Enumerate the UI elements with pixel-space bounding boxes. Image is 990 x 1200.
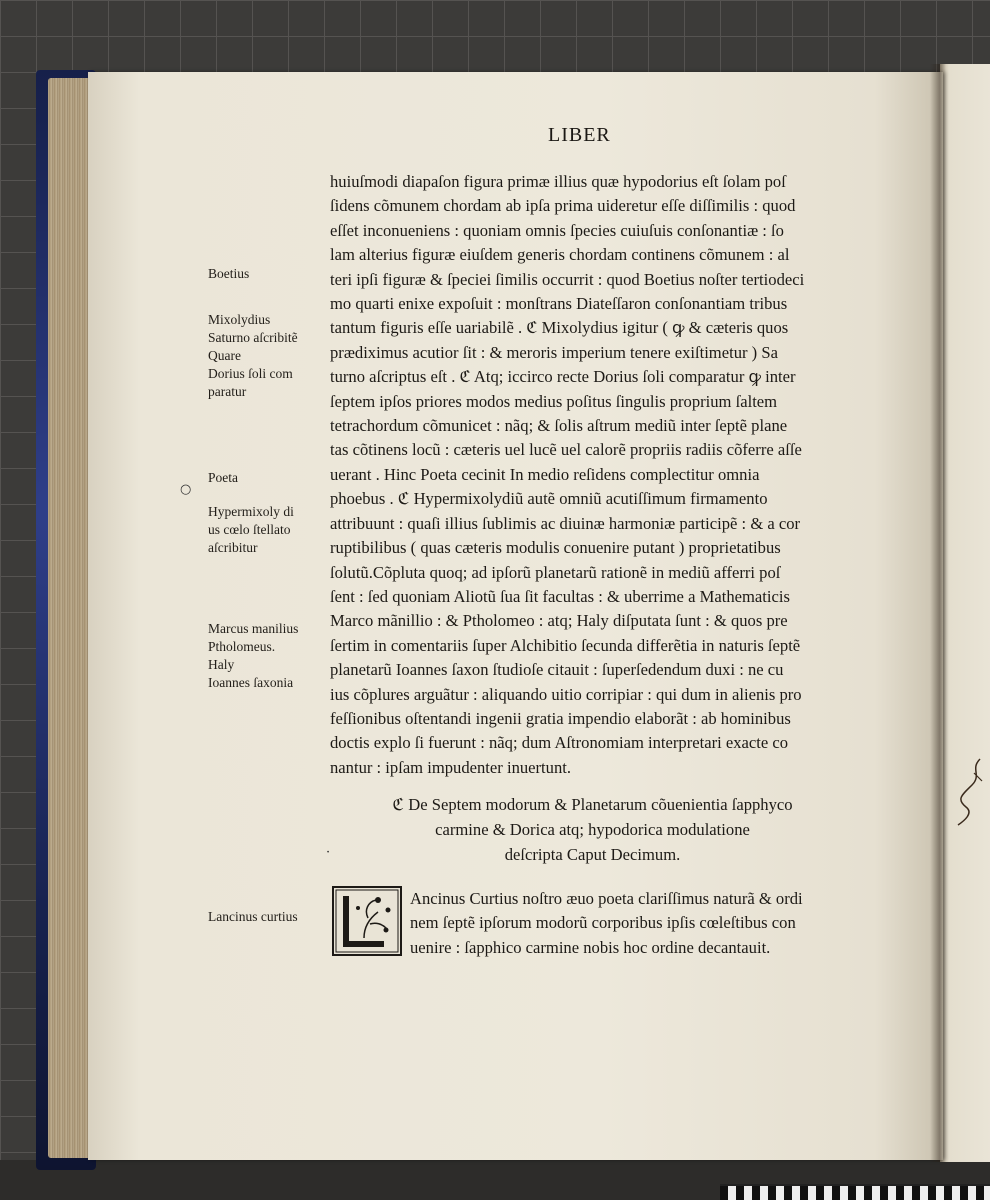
margin-note-line: Mixolydius (208, 312, 271, 327)
text-line: feſſionibus oſtentandi ingenii gratia impendio elaborãt : ab hominibus (330, 708, 791, 728)
text-line: planetarũ Ioannes ſaxon ſtudioſe citauit : ſuperſedendum duxi : ne cu (330, 660, 784, 680)
text-line: ſent : ſed quoniam Aliotũ ſua ſit facultas : & uberrime a Mathematicis (330, 586, 790, 606)
margin-note-line: paratur (208, 384, 247, 399)
text-line: Marco mãnillio : & Ptholomeo : atq; Haly diſputata ſunt : & quos pre (330, 611, 788, 631)
margin-note-line: Ioannes ſaxonia (208, 675, 294, 690)
text-line: lam alterius figuræ eiuſdem generis chordam continens cõmunem : al (330, 245, 790, 265)
margin-note-line: Marcus manilius (208, 621, 299, 636)
text-line: ſeptem ipſos priores modos medius poſitus ſingulis proprium ſaltem (330, 391, 778, 411)
margin-note-line: Poeta (208, 470, 238, 485)
text-line: huiuſmodi diapaſon figura primæ illius quæ hypodorius eſt ſolam poſ (330, 172, 786, 191)
text-line: attribuunt : quaſi illius ſublimis ac diuinæ harmoniæ participẽ : & a cor (330, 513, 801, 533)
text-line: prædiximus acutior ſit : & meroris imperium tenere exiſtimetur ) Sa (330, 342, 778, 362)
handwritten-annotation-icon (952, 755, 988, 835)
text-line: ruptibilibus ( quas cæteris modulis conuenire putant ) proprietatibus (330, 538, 781, 558)
margin-note-line: us cœlo ſtellato (208, 522, 291, 537)
text-line: phoebus . ℭ Hypermixolydiũ autẽ omniũ acutiſſimum firmamento (330, 489, 768, 509)
margin-dot: ○ (180, 482, 192, 497)
margin-note-line: Haly (208, 657, 235, 672)
main-text-block (330, 170, 855, 780)
text-line: tantum figuris eſſe uariabilẽ . ℭ Mixolydius igitur ( ꝙ & cæteris quos (330, 318, 789, 338)
margin-note-mixolydius (208, 311, 298, 401)
text-line: tetrachordum cõmunicet : nãq; & ſolis aſtrum mediũ inter ſeptẽ plane (330, 416, 788, 436)
margin-note-line: aſcribitur (208, 540, 258, 555)
facing-page (940, 64, 990, 1162)
heading-line: deſcripta Caput Decimum. (504, 845, 681, 864)
text-line: doctis explo ſi fuerunt : nãq; dum Aſtronomiam interpretari exacte co (330, 733, 789, 753)
margin-note-lancinus (208, 908, 298, 926)
text-line: ſertim in comentariis ſuper Alchibitio ſecunda differẽtia in naturis ſeptẽ (330, 635, 801, 655)
text-line: nantur : ipſam impudenter inuertunt. (330, 757, 572, 777)
margin-note-line: Quare (208, 348, 241, 363)
margin-note-line: Hypermixoly di (208, 504, 294, 519)
margin-note-line: Ptholomeus. (208, 639, 276, 654)
margin-note-line: Lancinus curtius (208, 909, 298, 924)
initial-paragraph (410, 887, 860, 960)
margin-note-sources (208, 620, 298, 692)
margin-note-boetius (208, 265, 249, 283)
text-line: nem ſeptẽ ipſorum modorũ corporibus ipſis cœleſtibus con (410, 913, 796, 933)
running-head: LIBER (548, 124, 611, 146)
text-line: uenire : ſapphico carmine nobis hoc ordine decantauit. (410, 937, 771, 957)
margin-note-line: Boetius (208, 266, 250, 281)
text-line: ſolutũ.Cõpluta quoq; ad ipſorũ planetarũ rationẽ in mediũ afferri poſ (330, 562, 781, 582)
gutter-shadow (930, 64, 946, 1162)
margin-dot: · (326, 845, 331, 860)
decorated-initial (332, 886, 402, 956)
margin-note-line: Dorius ſoli com (208, 366, 293, 381)
chapter-heading (330, 792, 855, 867)
text-line: uerant . Hinc Poeta cecinit In medio reſidens complectitur omnia (330, 464, 760, 484)
margin-note-line: Saturno aſcribitẽ (208, 330, 298, 345)
text-line: ſidens cõmunem chordam ab ipſa prima uideretur eſſe diſſimilis : quod (330, 196, 796, 216)
text-line: turno aſcriptus eſt . ℭ Atq; iccirco recte Dorius ſoli comparatur ꝙ inter (330, 367, 796, 387)
heading-line: ℭ De Septem modorum & Planetarum cõuenientia ſapphyco (392, 795, 793, 814)
margin-note-poeta (208, 469, 238, 487)
text-line: ius cõplures arguãtur : aliquando uitio corripiar : qui dum in alienis pro (330, 684, 802, 704)
text-line: tas cõtinens locũ : cæteris uel lucẽ uel calorẽ propriis radiis cõferre aſſe (330, 440, 802, 460)
margin-note-hypermixolydius (208, 503, 294, 557)
text-line: mo quarti enixe expoſuit : monſtrans Diateſſaron conſonantiam tribus (330, 294, 788, 314)
text-line: Ancinus Curtius noſtro æuo poeta clariſſimus naturã & ordi (410, 889, 803, 908)
floral-initial-icon (334, 888, 400, 954)
text-line: eſſet inconueniens : quoniam omnis ſpecies cuiuſuis conſonantiæ : ſo (330, 220, 784, 240)
text-line: teri ipſi figuræ & ſpeciei ſimilis occurrit : quod Boetius noſter tertiodeci (330, 269, 805, 289)
color-scale-bar (720, 1184, 990, 1200)
heading-line: carmine & Dorica atq; hypodorica modulatione (435, 820, 750, 839)
